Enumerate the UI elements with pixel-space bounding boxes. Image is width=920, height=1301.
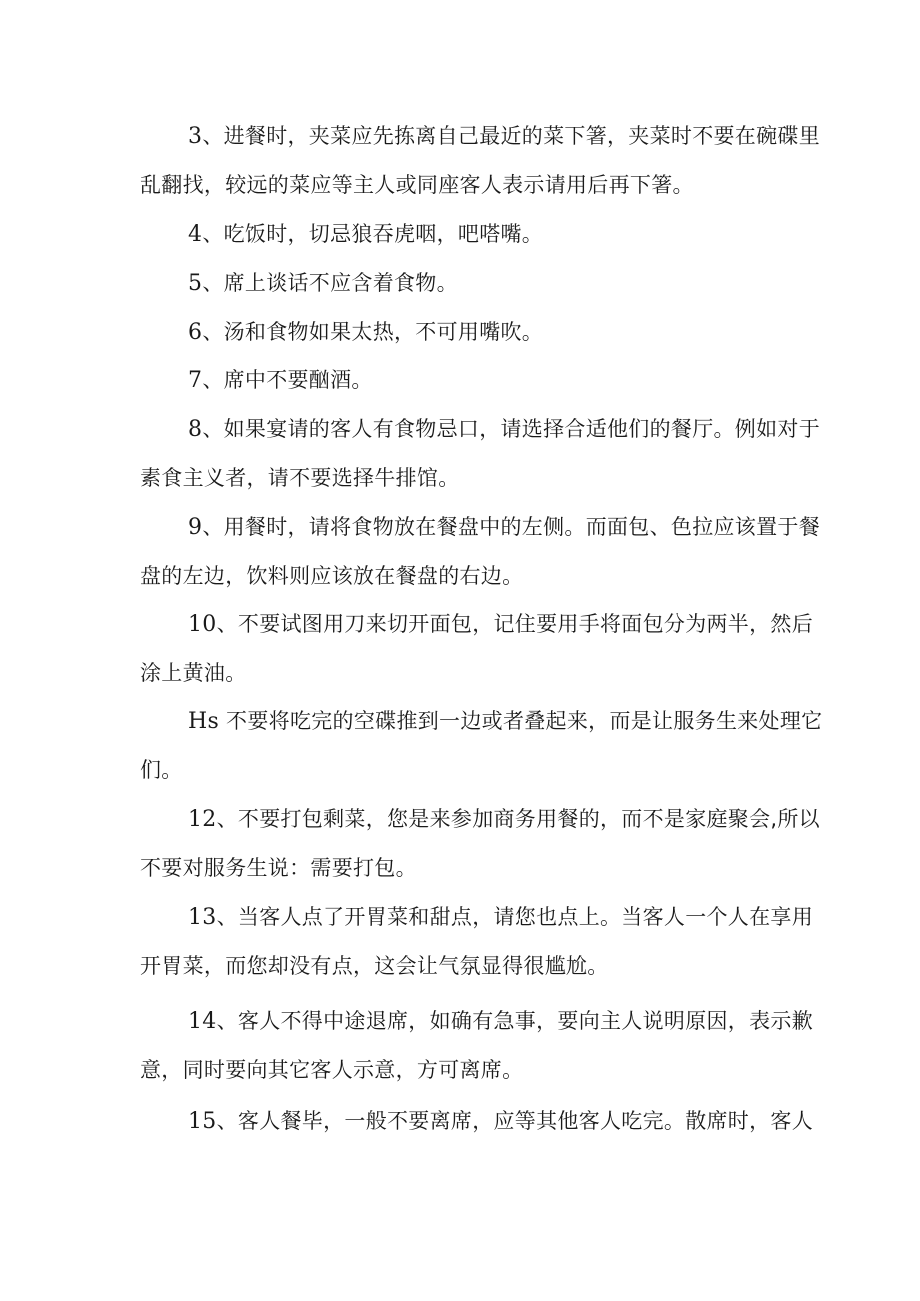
paragraph-line: 14、客人不得中途退席，如确有急事，要向主人说明原因，表示歉 [188,1009,814,1034]
paragraph-6 [140,308,790,357]
paragraph-11 [140,697,823,795]
paragraph-line: 意，同时要向其它客人示意，方可离席。 [140,1058,524,1082]
item-number: 4 [188,222,203,247]
paragraph-13 [140,893,814,991]
paragraph-7 [140,356,790,405]
item-number: 3 [188,124,203,149]
paragraph-line: Hs 不要将吃完的空碟推到一边或者叠起来，而是让服务生来处理它 [188,709,823,734]
paragraph-10 [140,600,814,698]
paragraph-5 [140,259,790,308]
item-number: 14 [188,1009,217,1034]
item-number: 9 [188,515,203,540]
paragraph-line: 12、不要打包剩菜，您是来参加商务用餐的，而不是家庭聚会,所以 [188,807,820,832]
paragraph-line: 5、席上谈话不应含着食物。 [188,271,458,296]
item-number: 6 [188,320,203,345]
item-number: 5 [188,271,203,296]
paragraph-line: 13、当客人点了开胃菜和甜点，请您也点上。当客人一个人在享用 [188,905,814,930]
paragraph-14 [140,997,814,1095]
paragraph-line: 9、用餐时，请将食物放在餐盘中的左侧。而面包、色拉应该置于餐 [188,515,821,540]
paragraph-line: 7、席中不要酗酒。 [188,368,373,393]
paragraph-line: 10、不要试图用刀来切开面包，记住要用手将面包分为两半，然后 [188,612,814,637]
paragraph-line: 乱翻找，较远的菜应等主人或同座客人表示请用后再下箸。 [140,173,694,197]
paragraph-line: 素食主义者，请不要选择牛排馆。 [140,466,460,490]
item-number: 8 [188,417,203,442]
paragraph-line: 4、吃饭时，切忌狼吞虎咽，吧嗒嘴。 [188,222,544,247]
paragraph-line: 6、汤和食物如果太热，不可用嘴吹。 [188,320,544,345]
paragraph-line: 涂上黄油。 [140,661,247,685]
paragraph-line: 15、客人餐毕，一般不要离席，应等其他客人吃完。散席时，客人 [188,1109,814,1134]
paragraph-3 [140,112,821,210]
paragraph-line: 不要对服务生说：需要打包。 [140,856,417,880]
paragraph-8 [140,405,821,503]
paragraph-line: 们。 [140,758,183,782]
paragraph-12 [140,795,820,893]
paragraph-line: 盘的左边，饮料则应该放在餐盘的右边。 [140,564,524,588]
item-number: Hs [188,709,220,734]
paragraph-line: 3、进餐时，夹菜应先拣离自己最近的菜下箸，夹菜时不要在碗碟里 [188,124,821,149]
paragraph-15 [140,1097,814,1146]
item-number: 7 [188,368,203,393]
paragraph-line: 开胃菜，而您却没有点，这会让气氛显得很尴尬。 [140,954,609,978]
paragraph-4 [140,210,790,259]
paragraph-line: 8、如果宴请的客人有食物忌口，请选择合适他们的餐厅。例如对于 [188,417,821,442]
item-number: 13 [188,905,217,930]
paragraph-9 [140,503,821,601]
item-number: 12 [188,807,217,832]
item-number: 15 [188,1109,217,1134]
item-number: 10 [188,612,217,637]
